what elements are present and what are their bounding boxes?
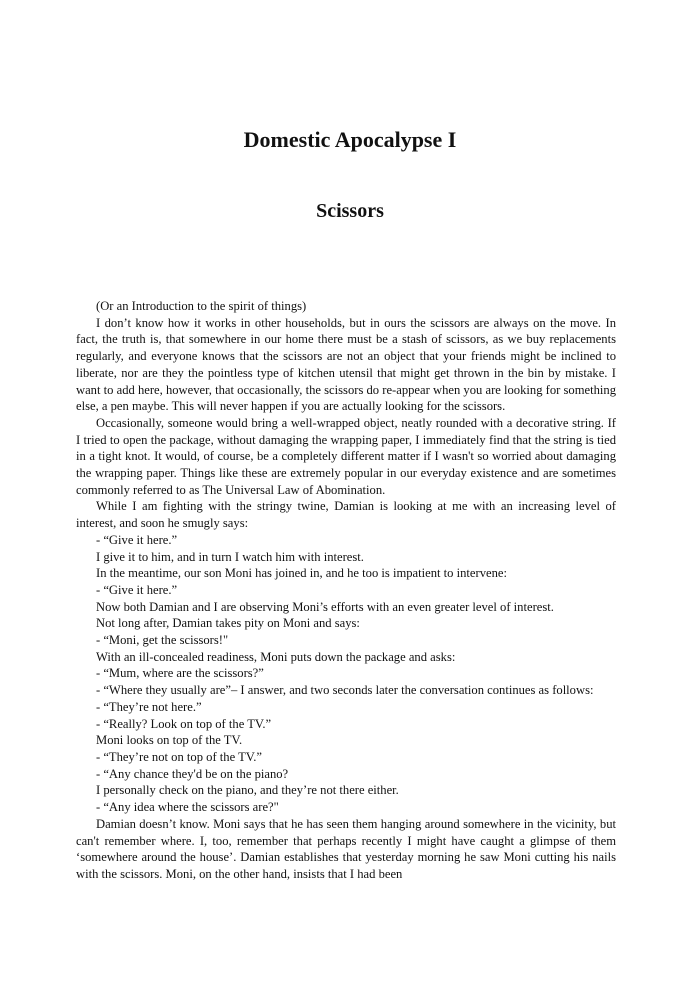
page-title: Domestic Apocalypse I — [243, 127, 457, 152]
paragraph: In the meantime, our son Moni has joined in, and he too is impatient to intervene: — [96, 566, 507, 581]
paragraph: - “They’re not on top of the TV.” — [96, 749, 263, 764]
paragraph: I personally check on the piano, and they’re not there either. — [96, 783, 399, 798]
paragraph: - “They’re not here.” — [96, 699, 202, 714]
paragraph: - “Any idea where the scissors are?" — [96, 800, 279, 815]
paragraph: - “Moni, get the scissors!" — [96, 633, 229, 648]
paragraph: - “Any chance they'd be on the piano? — [96, 766, 289, 781]
paragraph: Moni looks on top of the TV. — [96, 733, 243, 748]
body-text — [76, 298, 616, 883]
paragraph: I don’t know how it works in other households, but in ours the scissors are always on the move. In fact, the truth is, that somewhere in our home there must be a stash of scissors, as we buy replacements regularly, and everyone knows that the scissors are not an object that your friends might be inclined to liberate, nor are they the pointless type of kitchen utensil that might get thrown in the bin by mistake. I want to add here, however, that occasionally, the scissors do re-appear when you are looking for something else, a pen maybe. This will never happen if you are actually looking for the scissors. — [76, 315, 616, 414]
paragraph: - “Mum, where are the scissors?” — [96, 666, 264, 681]
paragraph: - “Where they usually are”– I answer, and two seconds later the conversation continues as follows: — [96, 683, 594, 698]
paragraph: Now both Damian and I are observing Moni’s efforts with an even greater level of interest. — [96, 599, 554, 614]
paragraph: (Or an Introduction to the spirit of things) — [96, 299, 307, 313]
paragraph: Not long after, Damian takes pity on Moni and says: — [96, 616, 360, 631]
paragraph: I give it to him, and in turn I watch him with interest. — [96, 549, 364, 564]
paragraph: While I am fighting with the stringy twine, Damian is looking at me with an increasing level of interest, and soon he smugly says: — [76, 499, 616, 531]
paragraph: With an ill-concealed readiness, Moni puts down the package and asks: — [96, 649, 456, 664]
paragraph: - “Give it here.” — [96, 532, 178, 547]
chapter-subtitle: Scissors — [316, 200, 384, 222]
paragraph: Damian doesn’t know. Moni says that he has seen them hanging around somewhere in the vicinity, but can't remember where. I, too, remember that perhaps recently I might have caught a glimpse of them ‘somewhere around the house’. Damian establishes that yesterday morning he saw Moni cutting his nails with the scissors. Moni, on the other hand, insists that I had been — [76, 816, 616, 881]
paragraph: - “Really? Look on top of the TV.” — [96, 716, 272, 731]
paragraph: Occasionally, someone would bring a well-wrapped object, neatly rounded with a decorative string. If I tried to open the package, without damaging the wrapping paper, I immediately find that the string is tied in a tight knot. It would, of course, be a completely different matter if I wasn't so worried about damaging the wrapping paper. Things like these are extremely popular in our everyday existence and are sometimes commonly referred to as The Universal Law of Abomination. — [76, 415, 616, 497]
paragraph: - “Give it here.” — [96, 582, 178, 597]
